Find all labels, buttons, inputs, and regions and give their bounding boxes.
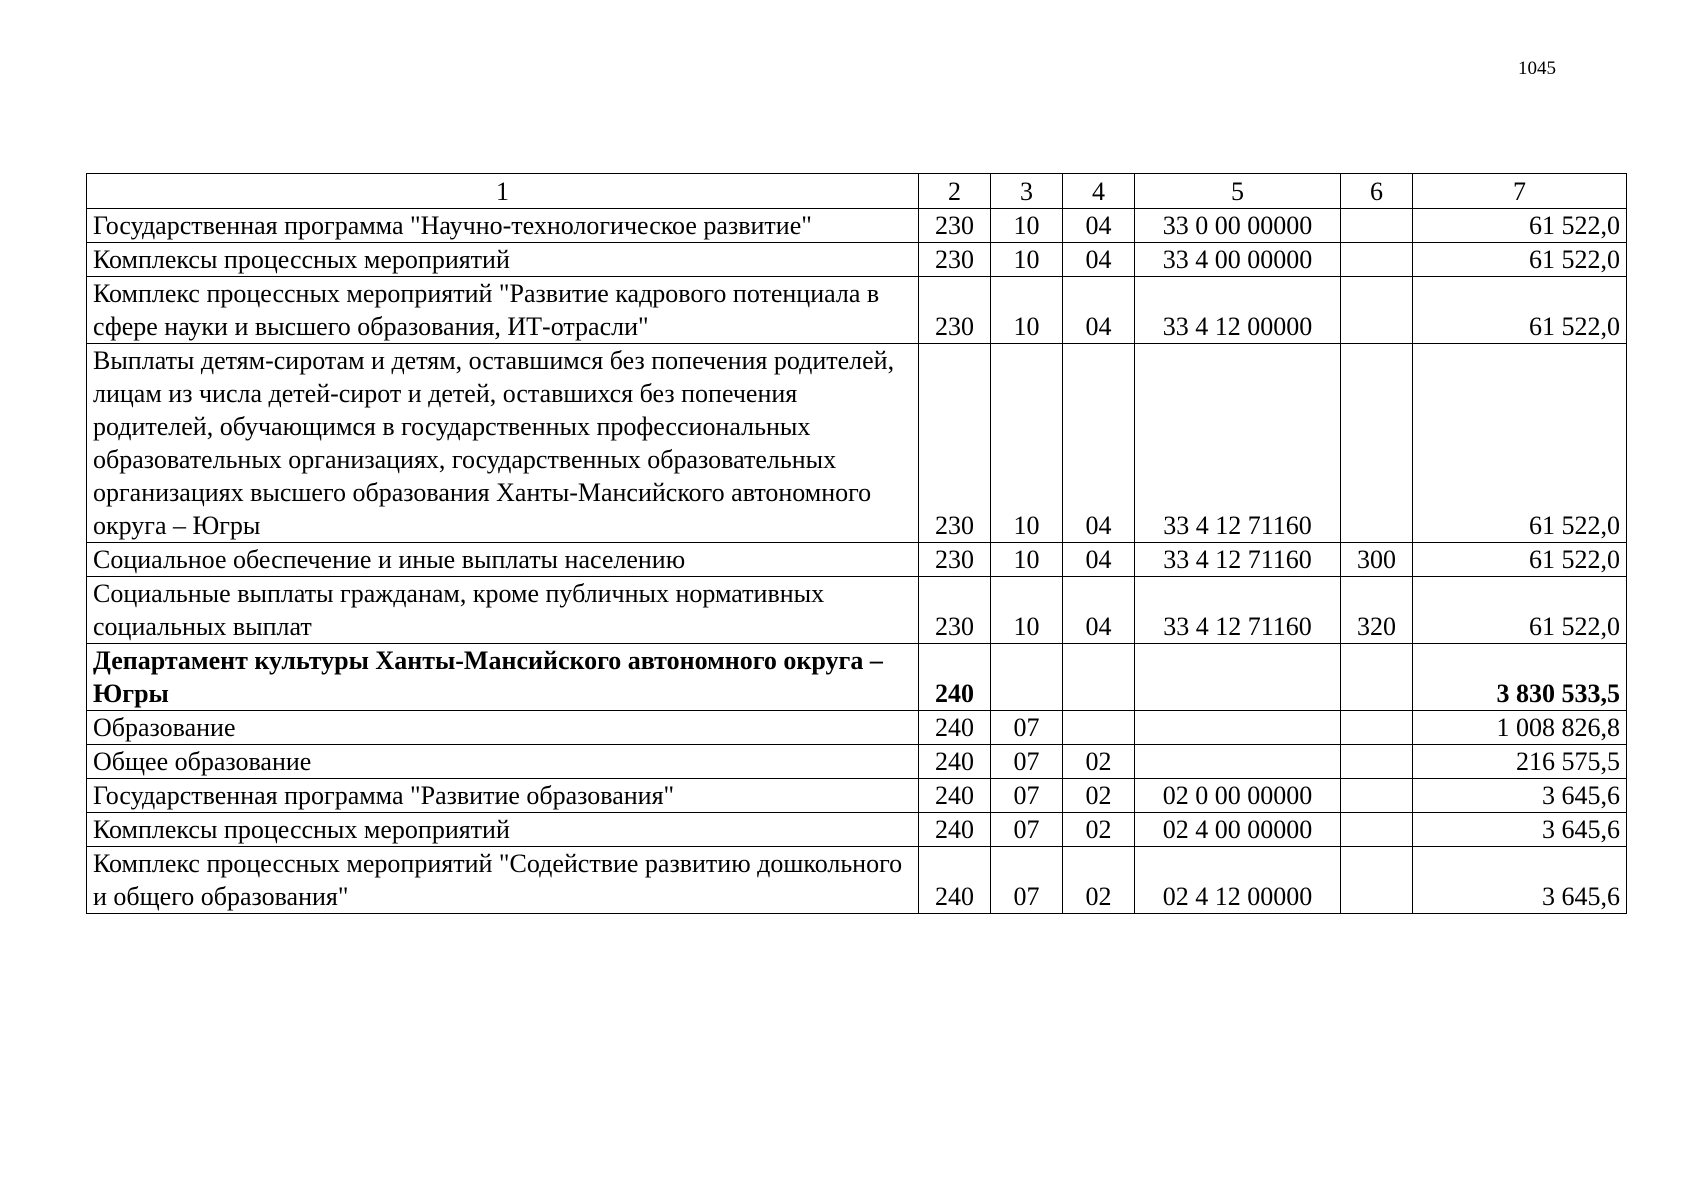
cell-code-3: 10 xyxy=(991,543,1063,577)
cell-description: Социальные выплаты гражданам, кроме публичных нормативных социальных выплат xyxy=(87,577,919,644)
cell-description: Выплаты детям-сиротам и детям, оставшимся без попечения родителей, лицам из числа детей-сирот и детей, оставшихся без попечения родителей, обучающимся в государственных профессиональных образовательных организациях, государственных образовательных организациях высшего образования Ханты-Мансийского автономного округа – Югры xyxy=(87,344,919,543)
table-row xyxy=(87,745,1627,779)
header-cell-3: 3 xyxy=(991,174,1063,209)
cell-amount: 216 575,5 xyxy=(1413,745,1627,779)
cell-code-4: 02 xyxy=(1063,745,1135,779)
cell-code-6: 320 xyxy=(1341,577,1413,644)
cell-description: Образование xyxy=(87,711,919,745)
cell-code-4: 04 xyxy=(1063,577,1135,644)
cell-code-2: 230 xyxy=(919,243,991,277)
cell-code-6 xyxy=(1341,745,1413,779)
cell-amount: 3 645,6 xyxy=(1413,847,1627,914)
cell-code-3: 07 xyxy=(991,847,1063,914)
cell-code-6 xyxy=(1341,813,1413,847)
table-row xyxy=(87,243,1627,277)
cell-code-4: 04 xyxy=(1063,277,1135,344)
cell-code-2: 240 xyxy=(919,644,991,711)
cell-code-4: 04 xyxy=(1063,243,1135,277)
cell-code-4 xyxy=(1063,711,1135,745)
cell-code-3 xyxy=(991,644,1063,711)
cell-code-2: 230 xyxy=(919,543,991,577)
cell-amount: 3 645,6 xyxy=(1413,813,1627,847)
cell-code-3: 10 xyxy=(991,344,1063,543)
cell-code-4: 02 xyxy=(1063,847,1135,914)
cell-code-2: 240 xyxy=(919,813,991,847)
cell-code-5: 02 4 12 00000 xyxy=(1135,847,1341,914)
table-row xyxy=(87,711,1627,745)
header-cell-4: 4 xyxy=(1063,174,1135,209)
table-body xyxy=(87,174,1627,914)
cell-amount: 61 522,0 xyxy=(1413,277,1627,344)
cell-description: Комплексы процессных мероприятий xyxy=(87,243,919,277)
table-header-row xyxy=(87,174,1627,209)
cell-code-6 xyxy=(1341,277,1413,344)
cell-code-5 xyxy=(1135,644,1341,711)
cell-code-4: 04 xyxy=(1063,209,1135,243)
cell-code-5: 33 4 12 00000 xyxy=(1135,277,1341,344)
cell-code-3: 07 xyxy=(991,779,1063,813)
cell-code-2: 230 xyxy=(919,277,991,344)
header-cell-5: 5 xyxy=(1135,174,1341,209)
cell-code-5: 02 0 00 00000 xyxy=(1135,779,1341,813)
table-row xyxy=(87,644,1627,711)
cell-amount: 61 522,0 xyxy=(1413,543,1627,577)
cell-description: Государственная программа "Развитие образования" xyxy=(87,779,919,813)
cell-amount: 1 008 826,8 xyxy=(1413,711,1627,745)
cell-code-6 xyxy=(1341,847,1413,914)
cell-code-4 xyxy=(1063,644,1135,711)
table-row xyxy=(87,277,1627,344)
cell-code-5: 33 4 12 71160 xyxy=(1135,577,1341,644)
cell-amount: 3 830 533,5 xyxy=(1413,644,1627,711)
cell-code-2: 240 xyxy=(919,779,991,813)
header-cell-7: 7 xyxy=(1413,174,1627,209)
header-cell-1: 1 xyxy=(87,174,919,209)
header-cell-6: 6 xyxy=(1341,174,1413,209)
cell-code-5: 33 4 12 71160 xyxy=(1135,344,1341,543)
cell-code-6 xyxy=(1341,344,1413,543)
budget-table xyxy=(86,173,1627,914)
cell-amount: 61 522,0 xyxy=(1413,577,1627,644)
table-row xyxy=(87,543,1627,577)
table-row xyxy=(87,847,1627,914)
cell-code-4: 02 xyxy=(1063,779,1135,813)
table-row xyxy=(87,209,1627,243)
cell-code-6 xyxy=(1341,644,1413,711)
cell-description: Государственная программа "Научно-технологическое развитие" xyxy=(87,209,919,243)
cell-code-3: 10 xyxy=(991,277,1063,344)
cell-description: Комплексы процессных мероприятий xyxy=(87,813,919,847)
cell-code-5: 33 4 00 00000 xyxy=(1135,243,1341,277)
cell-code-2: 240 xyxy=(919,745,991,779)
header-cell-2: 2 xyxy=(919,174,991,209)
cell-amount: 61 522,0 xyxy=(1413,209,1627,243)
page-number: 1045 xyxy=(1518,58,1556,79)
cell-code-4: 04 xyxy=(1063,543,1135,577)
cell-code-6 xyxy=(1341,243,1413,277)
cell-code-6: 300 xyxy=(1341,543,1413,577)
cell-amount: 61 522,0 xyxy=(1413,243,1627,277)
table-row xyxy=(87,344,1627,543)
table-row xyxy=(87,577,1627,644)
cell-amount: 61 522,0 xyxy=(1413,344,1627,543)
cell-code-3: 07 xyxy=(991,813,1063,847)
cell-code-2: 230 xyxy=(919,577,991,644)
cell-code-2: 230 xyxy=(919,209,991,243)
cell-code-3: 07 xyxy=(991,711,1063,745)
cell-code-5 xyxy=(1135,711,1341,745)
cell-code-6 xyxy=(1341,209,1413,243)
cell-description: Комплекс процессных мероприятий "Содействие развитию дошкольного и общего образования" xyxy=(87,847,919,914)
cell-code-3: 10 xyxy=(991,577,1063,644)
cell-code-2: 230 xyxy=(919,344,991,543)
cell-code-3: 07 xyxy=(991,745,1063,779)
cell-description: Общее образование xyxy=(87,745,919,779)
cell-code-6 xyxy=(1341,711,1413,745)
table-row xyxy=(87,813,1627,847)
cell-description: Комплекс процессных мероприятий "Развитие кадрового потенциала в сфере науки и высшего образования, ИТ-отрасли" xyxy=(87,277,919,344)
cell-code-5 xyxy=(1135,745,1341,779)
cell-code-3: 10 xyxy=(991,209,1063,243)
cell-code-4: 04 xyxy=(1063,344,1135,543)
cell-code-5: 33 4 12 71160 xyxy=(1135,543,1341,577)
cell-code-2: 240 xyxy=(919,847,991,914)
cell-code-3: 10 xyxy=(991,243,1063,277)
cell-code-2: 240 xyxy=(919,711,991,745)
cell-code-6 xyxy=(1341,779,1413,813)
cell-code-5: 33 0 00 00000 xyxy=(1135,209,1341,243)
cell-code-4: 02 xyxy=(1063,813,1135,847)
cell-description: Департамент культуры Ханты-Мансийского автономного округа – Югры xyxy=(87,644,919,711)
cell-description: Социальное обеспечение и иные выплаты населению xyxy=(87,543,919,577)
cell-amount: 3 645,6 xyxy=(1413,779,1627,813)
cell-code-5: 02 4 00 00000 xyxy=(1135,813,1341,847)
table-row xyxy=(87,779,1627,813)
